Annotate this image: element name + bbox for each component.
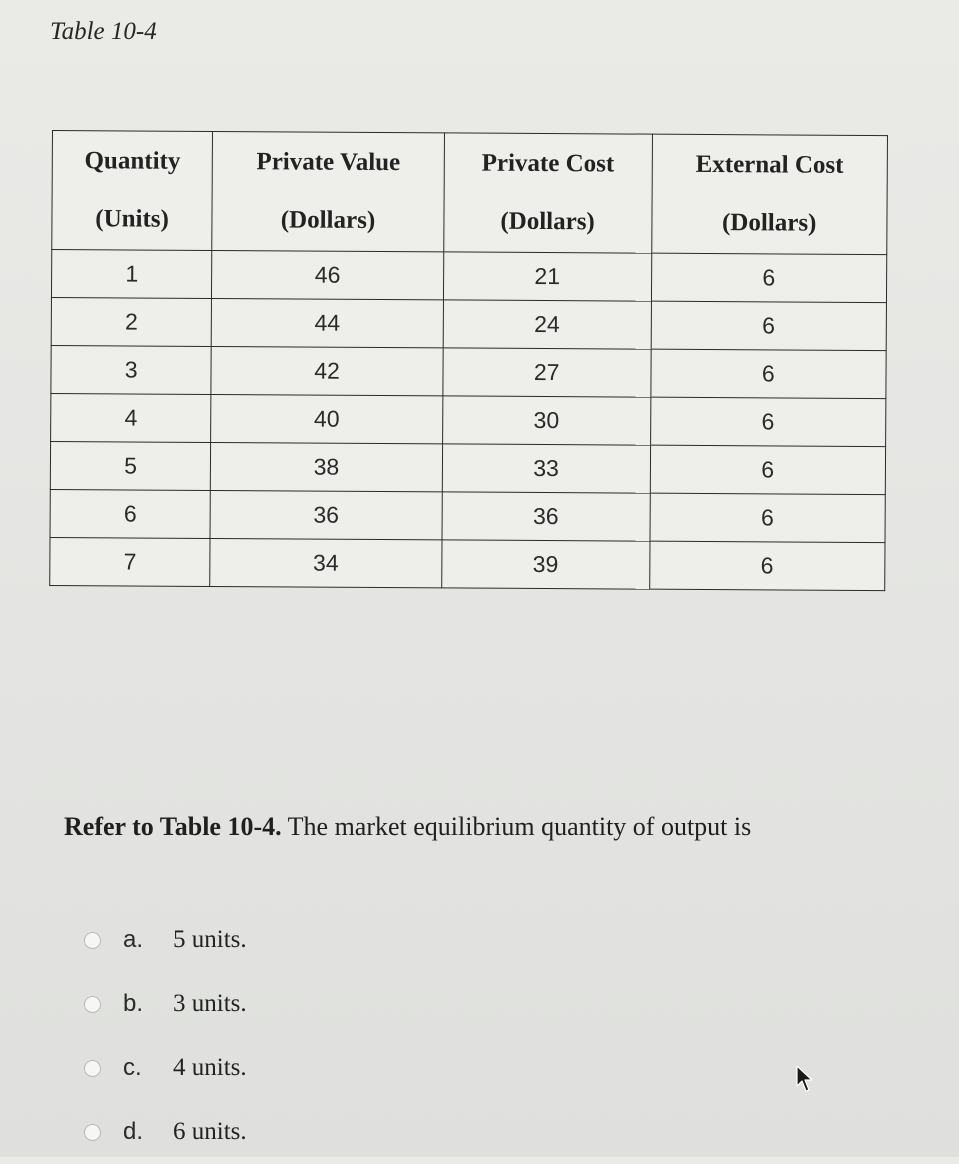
- header-private-cost-title: Private Cost: [481, 149, 615, 178]
- table-header-row: [52, 131, 888, 255]
- header-quantity: [52, 131, 213, 251]
- radio-button-icon[interactable]: [84, 996, 101, 1013]
- cell-private-cost: 21: [443, 252, 651, 301]
- option-letter: b.: [123, 990, 144, 1017]
- cell-external-cost: 6: [650, 397, 886, 446]
- cell-private-cost: 39: [441, 540, 649, 589]
- answer-options: [84, 908, 247, 1164]
- table-row: [50, 489, 885, 542]
- cell-external-cost: 6: [650, 493, 886, 542]
- option-b[interactable]: [84, 972, 247, 1036]
- question-reference: Refer to Table 10-4.: [64, 812, 282, 841]
- table-row: [51, 393, 886, 446]
- cell-quantity: 6: [50, 489, 211, 538]
- cell-private-cost: 24: [443, 300, 651, 349]
- cell-private-cost: 33: [442, 444, 650, 493]
- cell-quantity: 4: [51, 393, 212, 442]
- cell-private-value: 44: [211, 298, 443, 347]
- option-a[interactable]: [84, 908, 247, 972]
- cell-external-cost: 6: [650, 445, 886, 494]
- cell-private-value: 34: [210, 538, 442, 587]
- question-prompt: [64, 812, 751, 842]
- option-text: 5 units.: [173, 926, 247, 953]
- table-row: [50, 441, 885, 494]
- cell-external-cost: 6: [649, 541, 885, 590]
- header-private-cost-unit: (Dollars): [500, 207, 595, 236]
- table-row: [50, 537, 885, 590]
- table-caption: Table 10-4: [50, 18, 157, 45]
- cell-private-value: 40: [211, 394, 443, 443]
- cell-private-value: 46: [212, 250, 444, 299]
- cell-private-cost: 30: [442, 396, 650, 445]
- cell-quantity: 1: [51, 250, 212, 299]
- option-d[interactable]: [84, 1100, 247, 1164]
- cell-quantity: 5: [50, 441, 211, 490]
- header-external-cost: [651, 134, 887, 254]
- header-private-value-title: Private Value: [256, 148, 401, 177]
- question-text: The market equilibrium quantity of output is: [287, 812, 752, 841]
- option-letter: c.: [123, 1054, 142, 1081]
- mouse-pointer-icon: [795, 1064, 817, 1094]
- cell-private-cost: 27: [443, 348, 651, 397]
- header-private-value: [212, 131, 444, 251]
- header-private-cost: [444, 133, 652, 253]
- table-row: [51, 345, 886, 398]
- option-text: 4 units.: [173, 1054, 247, 1081]
- header-external-cost-unit: (Dollars): [721, 209, 817, 237]
- option-c[interactable]: [84, 1036, 247, 1100]
- cell-external-cost: 6: [651, 301, 887, 350]
- option-text: 3 units.: [173, 990, 247, 1017]
- header-quantity-unit: (Units): [95, 205, 169, 233]
- cell-external-cost: 6: [650, 349, 886, 398]
- table-row: [51, 250, 886, 303]
- data-table: [49, 130, 888, 591]
- radio-button-icon[interactable]: [84, 1124, 101, 1141]
- cell-private-cost: 36: [442, 492, 650, 541]
- option-letter: a.: [123, 926, 144, 953]
- option-letter: d.: [123, 1118, 144, 1145]
- cell-external-cost: 6: [651, 253, 887, 302]
- radio-button-icon[interactable]: [84, 932, 101, 949]
- cell-private-value: 36: [210, 490, 442, 539]
- cell-private-value: 42: [211, 346, 443, 395]
- cell-quantity: 2: [51, 297, 212, 346]
- option-text: 6 units.: [173, 1118, 247, 1145]
- cell-quantity: 7: [50, 537, 211, 586]
- table-row: [51, 297, 886, 350]
- cell-private-value: 38: [211, 442, 443, 491]
- header-private-value-unit: (Dollars): [280, 206, 376, 234]
- header-external-cost-title: External Cost: [695, 150, 844, 179]
- cell-quantity: 3: [51, 345, 212, 394]
- radio-button-icon[interactable]: [84, 1060, 101, 1077]
- header-quantity-title: Quantity: [84, 147, 181, 175]
